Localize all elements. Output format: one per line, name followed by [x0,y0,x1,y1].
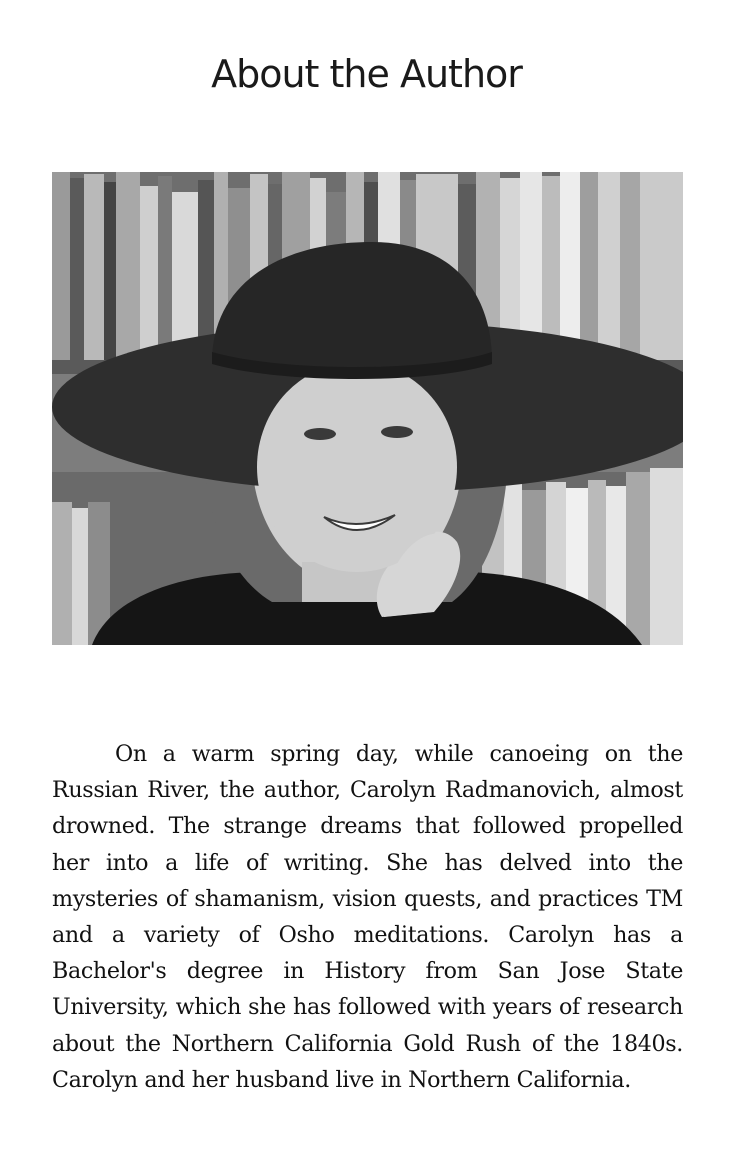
author-photo [52,172,683,645]
author-bio: On a warm spring day, while canoeing on the Russian River, the author, Carolyn Radmanovich, almost drowned. The strange dreams that followed propelled her into a life of writing. She has delved into the mysteries of shamanism, vision quests, and practices TM and a variety of Osho meditations. Carolyn has a Bachelor's degree in History from San Jose State University, which she has followed with years of research about the Northern California Gold Rush of the 1840s. Carolyn and her husband live in Northern California. [52,741,683,1093]
author-portrait-image [52,172,683,645]
page-title: About the Author [211,52,522,96]
